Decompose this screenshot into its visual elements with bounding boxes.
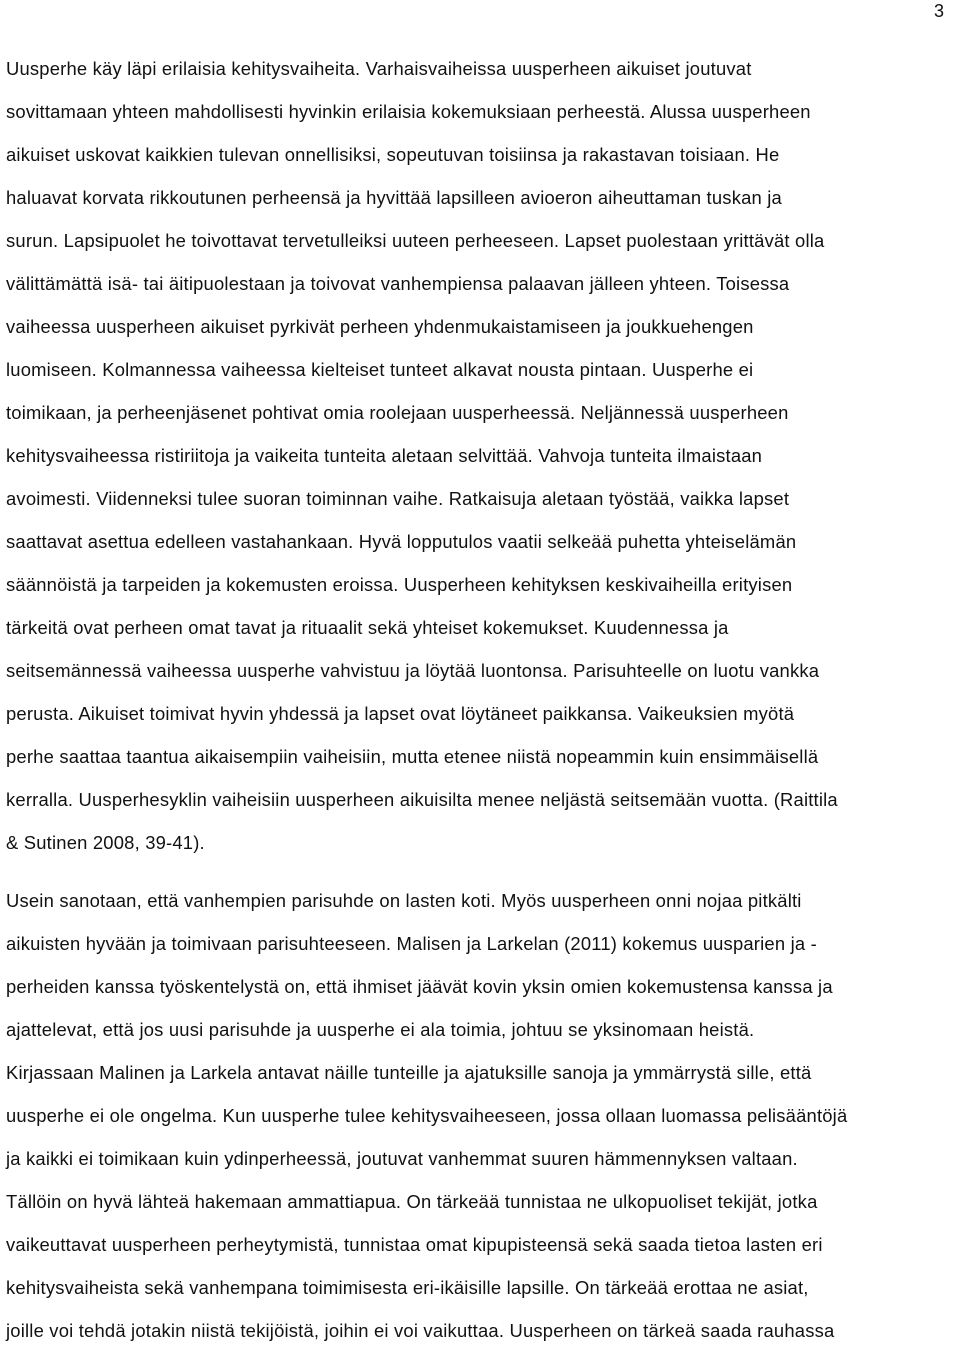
paragraph-line: toimikaan, ja perheenjäsenet pohtivat omia roolejaan uusperheessä. Neljännessä uusperheen <box>6 402 789 423</box>
paragraph-line: Tällöin on hyvä lähteä hakemaan ammattiapua. On tärkeää tunnistaa ne ulkopuoliset tekijät, jotka <box>6 1191 818 1212</box>
paragraph-line: surun. Lapsipuolet he toivottavat tervetulleiksi uuteen perheeseen. Lapset puolestaan yrittävät olla <box>6 230 825 251</box>
paragraph-line: ajattelevat, että jos uusi parisuhde ja uusperhe ei ala toimia, johtuu se yksinomaan heistä. <box>6 1019 755 1040</box>
paragraph-line: välittämättä isä- tai äitipuolestaan ja toivovat vanhempiensa palaavan jälleen yhteen. Toisessa <box>6 273 790 294</box>
paragraph-line: avoimesti. Viidenneksi tulee suoran toiminnan vaihe. Ratkaisuja aletaan työstää, vaikka lapset <box>6 488 790 509</box>
paragraph-line: luomiseen. Kolmannessa vaiheessa kielteiset tunteet alkavat nousta pintaan. Uusperhe ei <box>6 359 754 380</box>
page-number: 3 <box>933 1 944 21</box>
paragraph-line: aikuisten hyvään ja toimivaan parisuhteeseen. Malisen ja Larkelan (2011) kokemus uusparien ja - <box>6 933 817 954</box>
paragraph-line: joille voi tehdä jotakin niistä tekijöistä, joihin ei voi vaikuttaa. Uusperheen on tärkeä saada rauhassa <box>6 1320 835 1341</box>
paragraph-line: aikuiset uskovat kaikkien tulevan onnellisiksi, sopeutuvan toisiinsa ja rakastavan toisiaan. He <box>6 144 780 165</box>
paragraph-line: kehitysvaiheessa ristiriitoja ja vaikeita tunteita aletaan selvittää. Vahvoja tunteita ilmaistaan <box>6 445 763 466</box>
paragraph-line: Uusperhe käy läpi erilaisia kehitysvaiheita. Varhaisvaiheissa uusperheen aikuiset joutuvat <box>6 58 752 79</box>
paragraph-line: kehitysvaiheista sekä vanhempana toimimisesta eri-ikäisille lapsille. On tärkeää erottaa ne asiat, <box>6 1277 809 1298</box>
paragraph-line: Usein sanotaan, että vanhempien parisuhde on lasten koti. Myös uusperheen onni nojaa pitkälti <box>6 890 802 911</box>
paragraph-line: uusperhe ei ole ongelma. Kun uusperhe tulee kehitysvaiheeseen, jossa ollaan luomassa pelisääntöjä <box>6 1105 848 1126</box>
paragraph-line: haluavat korvata rikkoutunen perheensä ja hyvittää lapsilleen avioeron aiheuttaman tuskan ja <box>6 187 782 208</box>
paragraph-line: sovittamaan yhteen mahdollisesti hyvinkin erilaisia kokemuksiaan perheestä. Alussa uusperheen <box>6 101 811 122</box>
paragraph-line: perheiden kanssa työskentelystä on, että ihmiset jäävät kovin yksin omien kokemustensa kanssa ja <box>6 976 833 997</box>
paragraph-line: tärkeitä ovat perheen omat tavat ja rituaalit sekä yhteiset kokemukset. Kuudennessa ja <box>6 617 729 638</box>
paragraph-line: perhe saattaa taantua aikaisempiin vaiheisiin, mutta etenee niistä nopeammin kuin ensimmäisellä <box>6 746 819 767</box>
paragraph-line: seitsemännessä vaiheessa uusperhe vahvistuu ja löytää luontonsa. Parisuhteelle on luotu vankka <box>6 660 820 681</box>
paragraph-line: vaiheessa uusperheen aikuiset pyrkivät perheen yhdenmukaistamiseen ja joukkuehengen <box>6 316 754 337</box>
paragraph-line: säännöistä ja tarpeiden ja kokemusten eroissa. Uusperheen kehityksen keskivaiheilla erityisen <box>6 574 793 595</box>
paragraph-line: & Sutinen 2008, 39-41). <box>6 832 205 853</box>
paragraph-line: saattavat asettua edelleen vastahankaan. Hyvä lopputulos vaatii selkeää puhetta yhteiselämän <box>6 531 797 552</box>
paragraph-line: vaikeuttavat uusperheen perheytymistä, tunnistaa omat kipupisteensä sekä saada tietoa lasten eri <box>6 1234 823 1255</box>
paragraph-line: ja kaikki ei toimikaan kuin ydinperheessä, joutuvat vanhemmat suuren hämmennyksen valtaan. <box>6 1148 798 1169</box>
paragraph-line: Kirjassaan Malinen ja Larkela antavat näille tunteille ja ajatuksille sanoja ja ymmärrystä sille, että <box>6 1062 812 1083</box>
paragraph-line: perusta. Aikuiset toimivat hyvin yhdessä ja lapset ovat löytäneet paikkansa. Vaikeuksien myötä <box>6 703 795 724</box>
paragraph-line: kerralla. Uusperhesyklin vaiheisiin uusperheen aikuisilta menee neljästä seitsemään vuotta. (Raittila <box>6 789 838 810</box>
